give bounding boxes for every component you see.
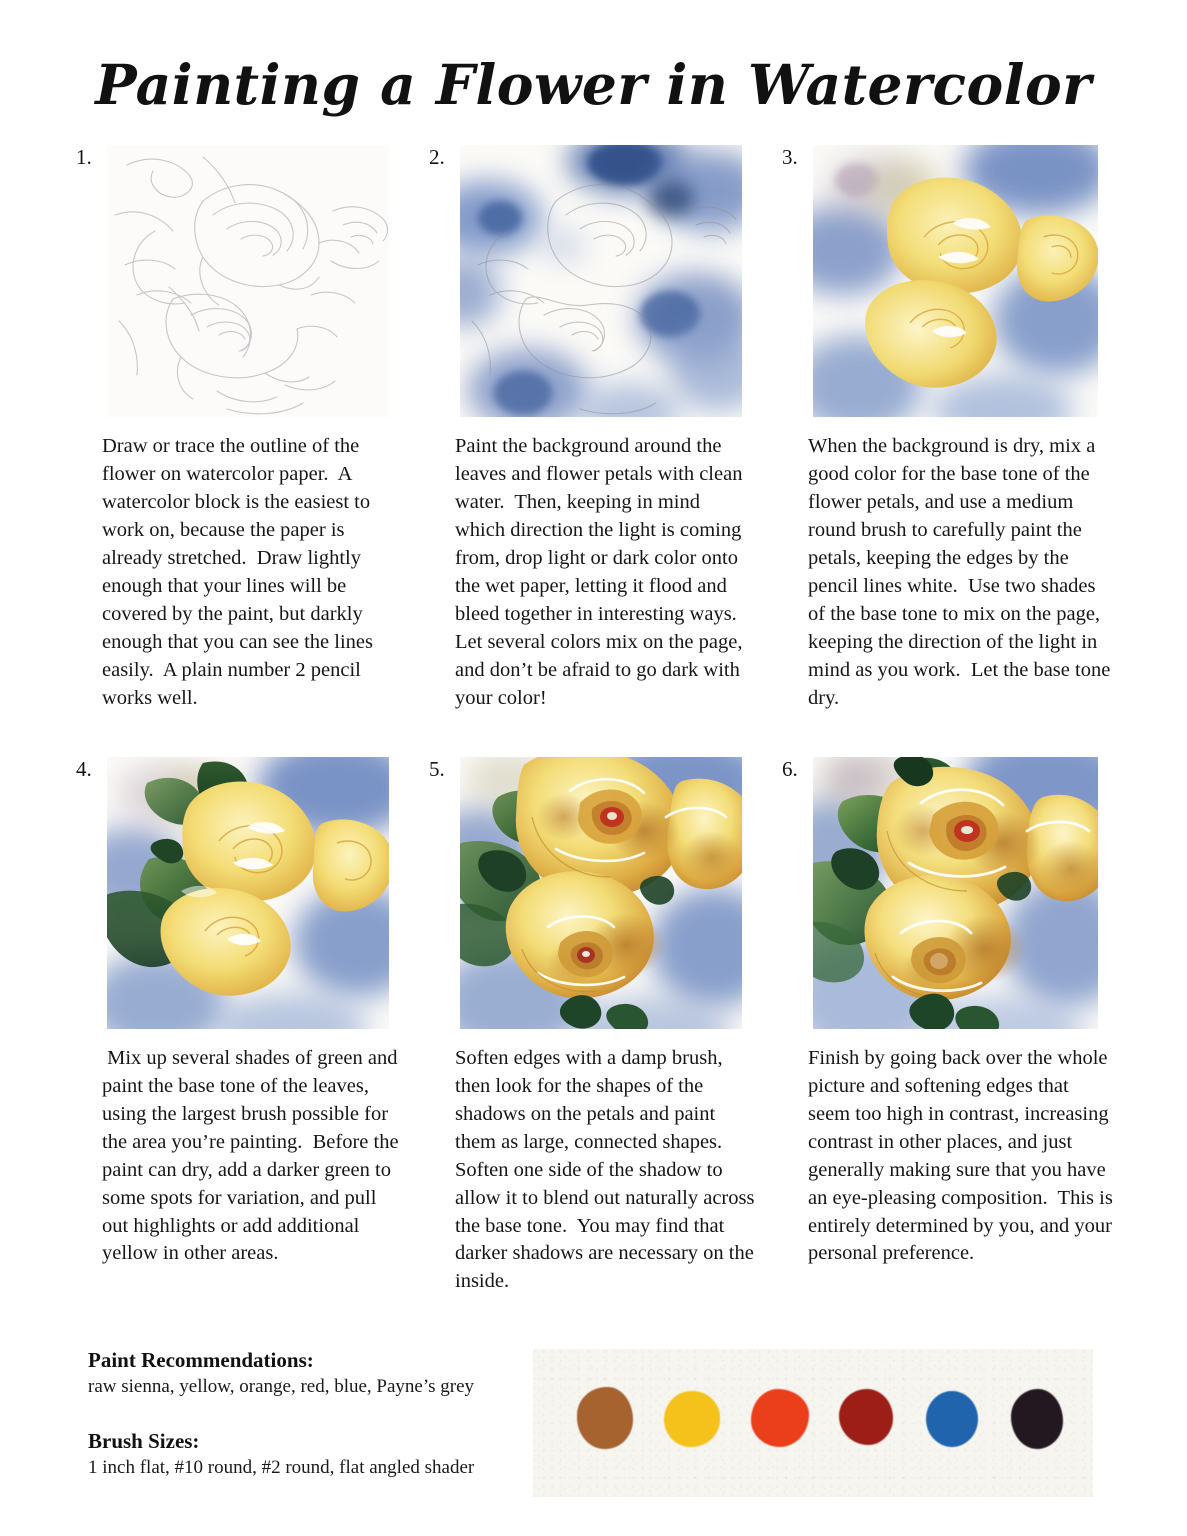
paint-recommendations-list: raw sienna, yellow, orange, red, blue, Payne’s grey: [88, 1376, 475, 1397]
step-row-bottom: [65, 757, 1125, 1297]
step-row-top: [65, 145, 1125, 713]
step-1-number: 1.: [76, 145, 92, 169]
step-2-number: 2.: [429, 145, 445, 169]
step-1-caption: Draw or trace the outline of the flower on watercolor paper. A watercolor block is the easiest to work on, because the paper is already stretched. Draw lightly enough that your lines will be covered by the paint, but darkly enough that you can see the lines easily. A plain number 2 pencil works well.: [102, 435, 379, 709]
swatch-paynes-grey: [1011, 1389, 1063, 1449]
swatch-orange: [751, 1389, 809, 1447]
step-4-caption: Mix up several shades of green and paint the base tone of the leaves, using the largest brush possible for the area you’re painting. Before the paint can dry, add a darker green to some spots for variation, and pull out highlights or add additional yellow in other areas.: [102, 1046, 404, 1265]
step-3: [771, 145, 1124, 713]
step-3-image: [813, 145, 1098, 417]
step-1-image: [107, 145, 389, 417]
swatch-blue: [926, 1391, 978, 1447]
step-2-image: [460, 145, 742, 417]
step-5: [418, 757, 771, 1297]
step-2-caption: Paint the background around the leaves and flower petals with clean water. Then, keeping in mind which direction the light is coming from, drop light or dark color onto the wet paper, letting it flood and bleed together in interesting ways. Let several colors mix on the page, and don’t be afraid to go dark with your color!: [455, 435, 748, 709]
page-title: Painting a Flower in Watercolor: [95, 52, 1092, 117]
swatch-red: [839, 1389, 893, 1445]
step-5-image: [460, 757, 742, 1029]
step-6-image: [813, 757, 1098, 1029]
step-5-number: 5.: [429, 756, 445, 781]
pencil-outline-icon: [107, 145, 389, 417]
paint-recommendations-group: [88, 1348, 518, 1399]
step-3-number: 3.: [782, 145, 798, 169]
brush-sizes-group: [88, 1429, 518, 1480]
step-4-number: 4.: [76, 756, 92, 781]
recommendations-block: [88, 1348, 518, 1480]
paint-swatch-strip: [533, 1349, 1093, 1497]
step-5-caption: Soften edges with a damp brush, then look for the shapes of the shadows on the petals and paint them as large, connected shapes. Soften one side of the shadow to allow it to blend out naturally across the base tone. You may find that darker shadows are necessary on the inside.: [455, 1046, 760, 1293]
step-6-number: 6.: [782, 756, 798, 781]
swatch-raw-sienna: [577, 1387, 633, 1449]
brush-sizes-heading: Brush Sizes:: [88, 1428, 200, 1453]
brush-sizes-list: 1 inch flat, #10 round, #2 round, flat angled shader: [88, 1456, 475, 1478]
step-6-caption: Finish by going back over the whole picture and softening edges that seem too high in contrast, increasing contrast in other places, and just generally making sure that you have an eye-pleasing composition. This is entirely determined by you, and your personal preference.: [808, 1046, 1118, 1265]
yellow-petals: [813, 145, 1098, 417]
swatch-yellow: [664, 1391, 720, 1447]
step-4: [65, 757, 418, 1297]
step-3-caption: When the background is dry, mix a good color for the base tone of the flower petals, and use a medium round brush to carefully paint the petals, keeping the edges by the pencil lines white. Use two shades of the base tone to mix on the page, keeping the direction of the light in mind as you work. Let the base tone dry.: [808, 435, 1116, 709]
steps-grid: [65, 145, 1125, 1296]
paint-recommendations-heading: Paint Recommendations:: [88, 1348, 314, 1372]
step-4-image: [107, 757, 389, 1029]
step-1: [65, 145, 418, 713]
step-2: [418, 145, 771, 713]
step-6: [771, 757, 1124, 1297]
